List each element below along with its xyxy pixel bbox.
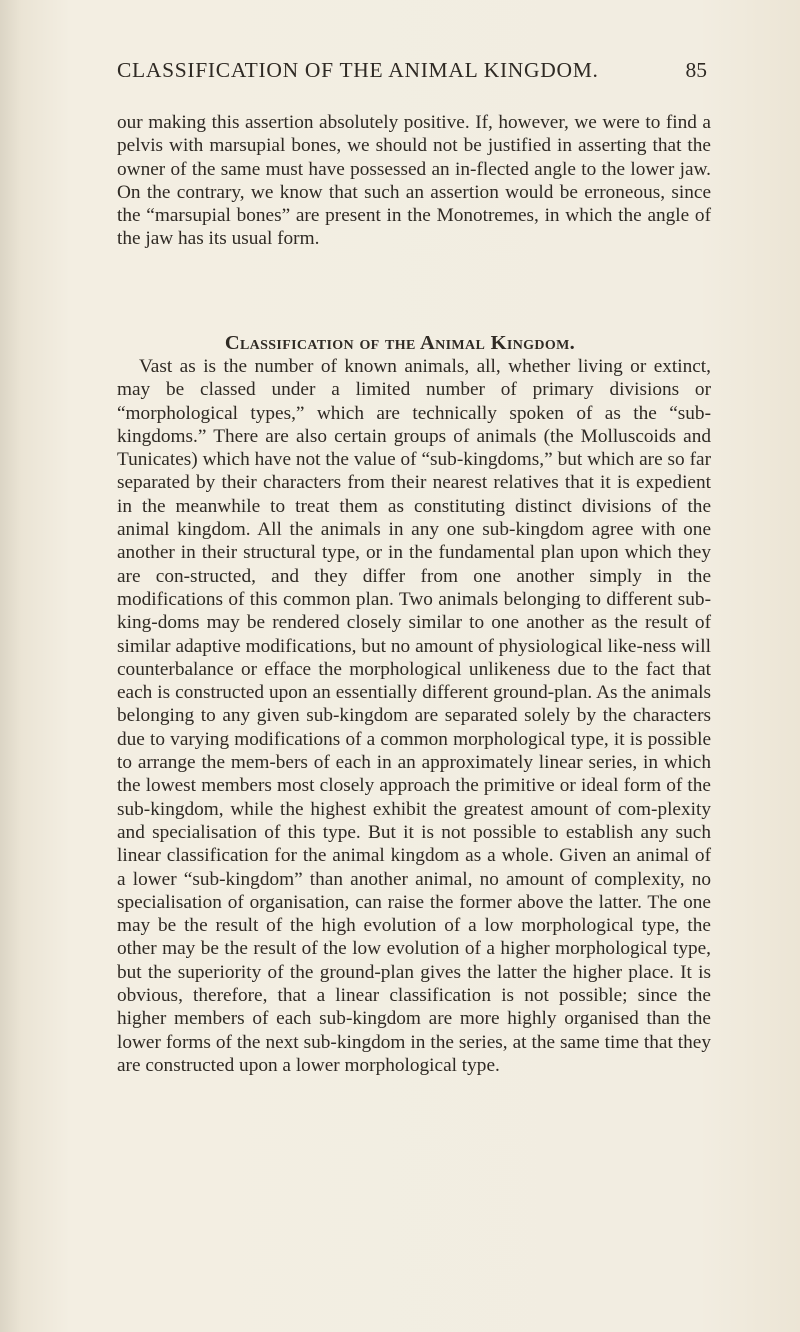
page-gutter-shadow: [0, 0, 22, 1332]
intro-paragraph: our making this assertion absolutely positive. If, however, we were to find a pelvis with marsupial bones, we should not be justified in asserting that the owner of the same must have possessed an in-flected angle to the lower jaw. On the contrary, we know that such an assertion would be erroneous, since the “marsupial bones” are present in the Monotremes, in which the angle of the jaw has its usual form.: [117, 112, 711, 250]
body-paragraph: Vast as is the number of known animals, all, whether living or extinct, may be classed under a limited number of primary divisions or “morphological types,” which are technically spoken of as the “sub-kingdoms.” There are also certain groups of animals (the Molluscoids and Tunicates) which have not the value of “sub-kingdoms,” but which are so far separated by their characters from their nearest relatives that it is expedient in the meanwhile to treat them as constituting distinct divisions of the animal kingdom. All the animals in any one sub-kingdom agree with one another in their structural type, or in the fundamental plan upon which they are con-structed, and they differ from one another simply in the modifications of this common plan. Two animals belonging to different sub-king-doms may be rendered closely similar to one another as the result of similar adaptive modifications, but no amount of physiological like-ness will counterbalance or efface the morphological unlikeness due to the fact that each is constructed upon an essentially different ground-plan. As the animals belonging to any given sub-kingdom are separated solely by the characters due to varying modifications of a common morphological type, it is possible to arrange the mem-bers of each in an approximately linear series, in which the lowest members most closely approach the primitive or ideal form of the sub-kingdom, while the highest exhibit the greatest amount of com-plexity and specialisation of this type. But it is not possible to establish any such linear classification for the animal kingdom as a whole. Given an animal of a lower “sub-kingdom” than another animal, no amount of complexity, no specialisation of organisation, can raise the former above the latter. The one may be the result of the high evolution of a low morphological type, the other may be the result of the low evolution of a higher morphological type, but the superiority of the ground-plan gives the latter the higher place. It is obvious, therefore, that a linear classification is not possible; since the higher members of each sub-kingdom are more highly organised than the lower forms of the next sub-kingdom in the series, at the same time that they are constructed upon a lower morphological type.: [117, 356, 711, 1076]
running-head: [117, 58, 707, 86]
body-text-block: [117, 355, 711, 1077]
page-number: 85: [685, 58, 707, 82]
intro-text-block: [117, 111, 711, 251]
section-heading: Classification of the Animal Kingdom.: [224, 332, 576, 354]
running-title: CLASSIFICATION OF THE ANIMAL KINGDOM.: [117, 58, 599, 82]
